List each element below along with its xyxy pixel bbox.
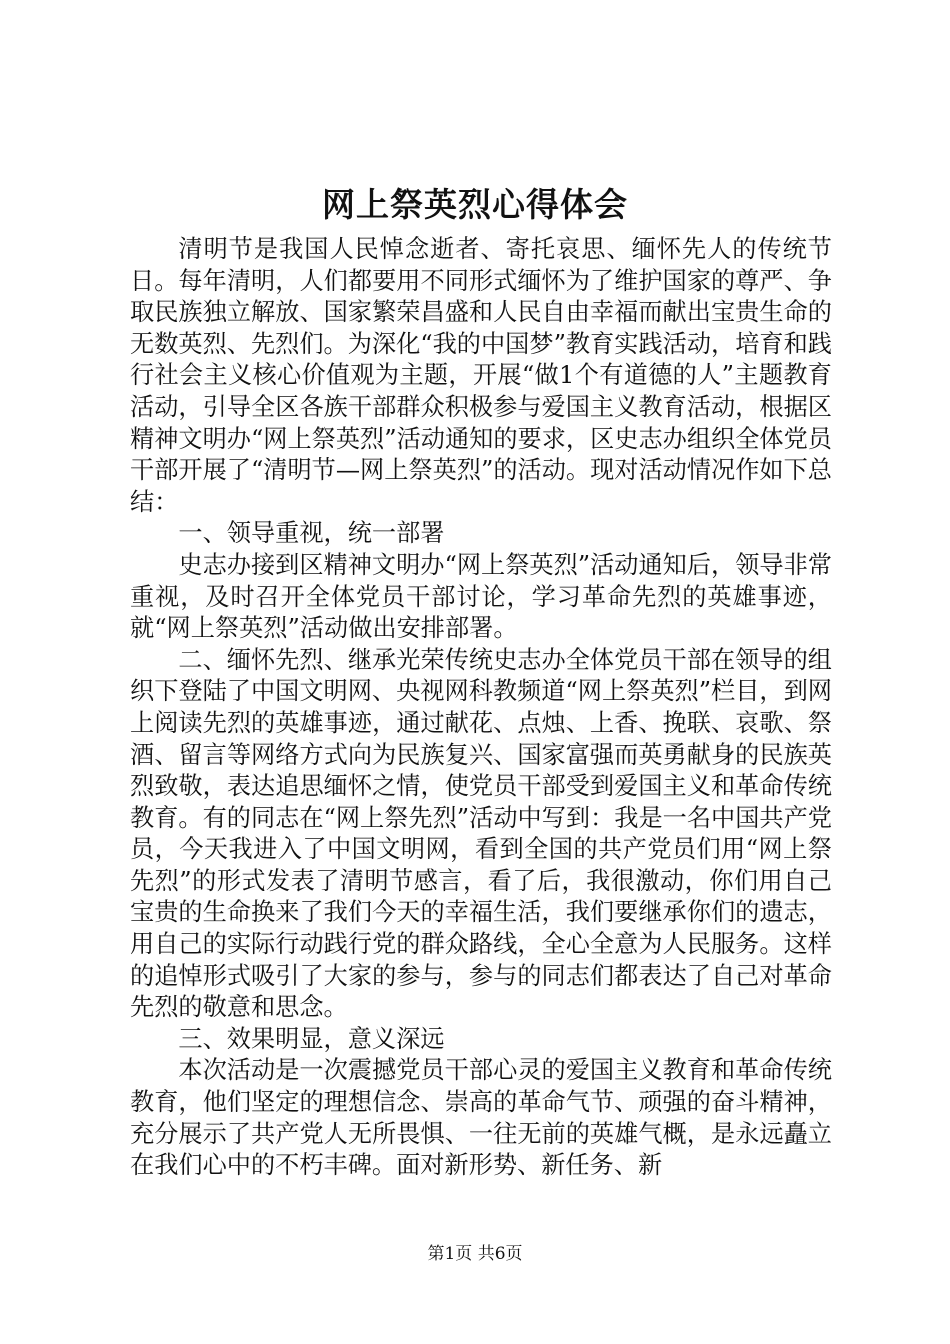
document-title: 网上祭英烈心得体会 <box>322 185 628 224</box>
document-body <box>130 234 832 1182</box>
section-heading-1: 一、领导重视，统一部署 <box>178 519 445 548</box>
paragraph-section-3: 本次活动是一次震撼党员干部心灵的爱国主义教育和革命传统教育，他们坚定的理想信念、崇高的革命气节、顽强的奋斗精神，充分展示了共产党人无所畏惧、一往无前的英雄气概，是永远矗立在我们心中的不朽丰碑。面对新形势、新任务、新 <box>130 1056 832 1180</box>
paragraph-section-2: 二、缅怀先烈、继承光荣传统史志办全体党员干部在领导的组织下登陆了中国文明网、央视网科教频道“网上祭英烈”栏目，到网上阅读先烈的英雄事迹，通过献花、点烛、上香、挽联、哀歌、祭酒、留言等网络方式向为民族复兴、国家富强而英勇献身的民族英烈致敬，表达追思缅怀之情，使党员干部受到爱国主义和革命传统教育。有的同志在“网上祭先烈”活动中写到：我是一名中国共产党员，今天我进入了中国文明网，看到全国的共产党员们用“网上祭先烈”的形式发表了清明节感言，看了后，我很激动，你们用自己宝贵的生命换来了我们今天的幸福生活，我们要继承你们的遗志，用自己的实际行动践行党的群众路线，全心全意为人民服务。这样的追悼形式吸引了大家的参与，参与的同志们都表达了自己对革命先烈的敬意和思念。 <box>130 645 832 1022</box>
page-number-footer: 第1页 共6页 <box>427 1244 523 1264</box>
paragraph-section-1: 史志办接到区精神文明办“网上祭英烈”活动通知后，领导非常重视，及时召开全体党员干部讨论，学习革命先烈的英雄事迹，就“网上祭英烈”活动做出安排部署。 <box>130 550 832 643</box>
paragraph-intro: 清明节是我国人民悼念逝者、寄托哀思、缅怀先人的传统节日。每年清明，人们都要用不同形式缅怀为了维护国家的尊严、争取民族独立解放、国家繁荣昌盛和人民自由幸福而献出宝贵生命的无数英烈、先烈们。为深化“我的中国梦”教育实践活动，培育和践行社会主义核心价值观为主题，开展“做1个有道德的人”主题教育活动，引导全区各族干部群众积极参与爱国主义教育活动，根据区精神文明办“网上祭英烈”活动通知的要求，区史志办组织全体党员干部开展了“清明节—网上祭英烈”的活动。现对活动情况作如下总结： <box>130 235 832 516</box>
section-heading-3: 三、效果明显，意义深远 <box>178 1024 445 1053</box>
